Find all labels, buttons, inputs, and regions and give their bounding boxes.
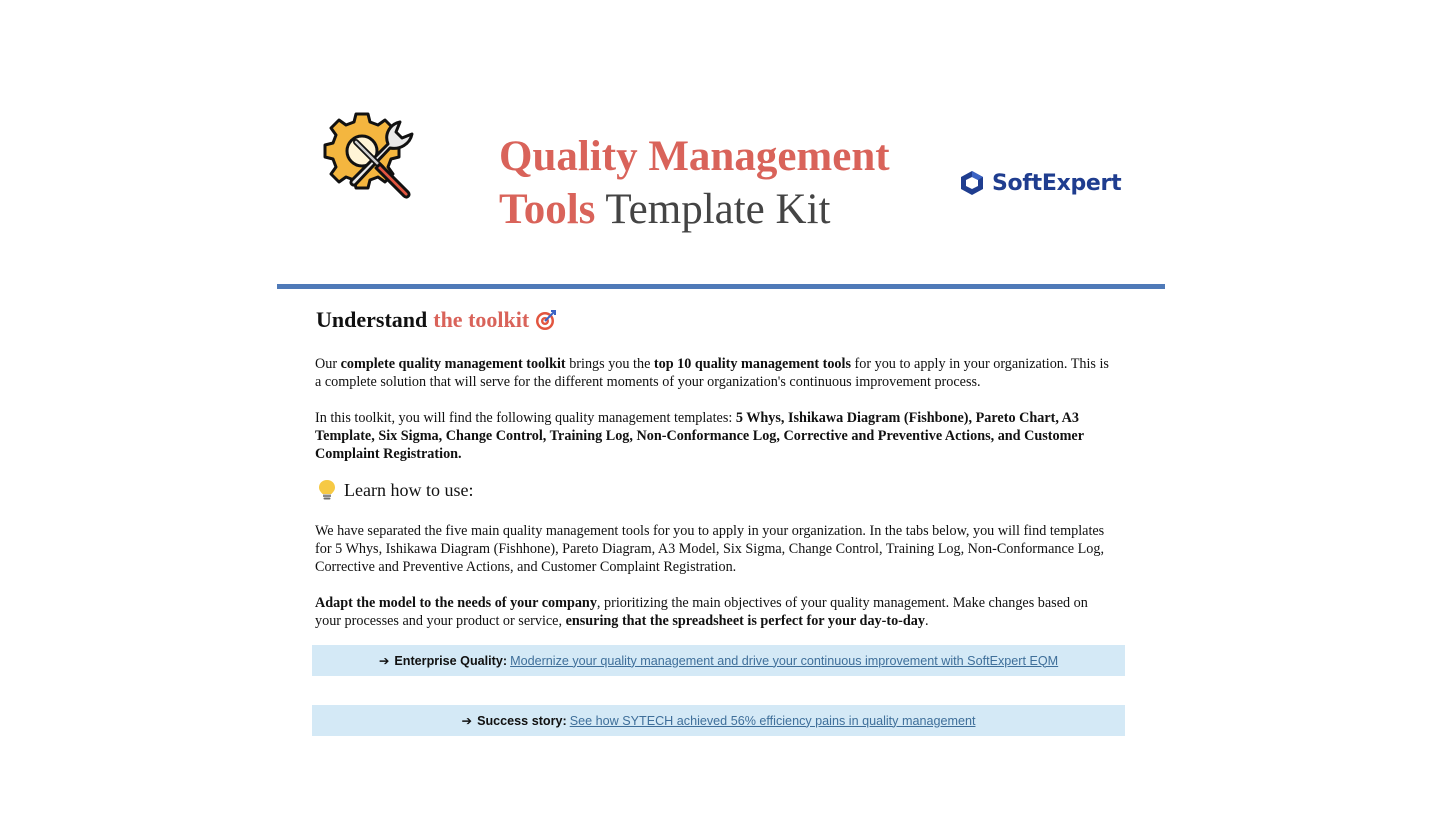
intro-text-2: brings you the [565, 356, 654, 372]
gear-wrench-screwdriver-icon [322, 108, 422, 208]
templates-paragraph [315, 409, 1110, 463]
tools-text: We have separated the five main quality management tools for you to apply in your organization. In the tabs below, you will find templates for 5 Whys, Ishikawa Diagram (Fishhone), Pareto Diagram, A3 Model, Six Sigma, Change Control, Training Log, Non-Conformance Log, Corrective and Preventive Actions, and Customer Complaint Registration. [315, 523, 1105, 575]
learn-heading [318, 479, 473, 501]
logo-text: SoftExpert [992, 170, 1122, 196]
lightbulb-icon [318, 479, 336, 501]
intro-text-1: Our [315, 356, 341, 372]
intro-text-3: for you to apply in your organization. This is a complete solution that will serve for the different moments of your organization's continuous improvement process. [315, 356, 1109, 390]
enterprise-quality-banner [312, 645, 1125, 676]
success-story-link[interactable]: See how SYTECH achieved 56% efficiency pains in quality management [569, 713, 976, 728]
header [0, 0, 1440, 290]
section-title-accent: the toolkit [433, 307, 530, 332]
adapt-text-1: , prioritizing the main objectives of your quality management. Make changes based on your processes and your product or service, [315, 595, 1088, 629]
header-divider [277, 284, 1165, 289]
templates-text: In this toolkit, you will find the following quality management templates: [315, 410, 736, 426]
arrow-right-icon: ➔ [461, 714, 473, 728]
tools-paragraph [315, 522, 1110, 576]
adapt-paragraph [315, 594, 1110, 630]
title-accent-line1: Quality Management [499, 133, 890, 180]
intro-paragraph [315, 355, 1110, 391]
intro-bold-2: top 10 quality management tools [653, 356, 851, 372]
softexpert-logo[interactable] [958, 168, 1121, 198]
adapt-bold-2: ensuring that the spreadsheet is perfect for your day-to-day [565, 613, 925, 629]
templates-list: 5 Whys, Ishikawa Diagram (Fishbone), Pareto Chart, A3 Template, Six Sigma, Change Control, Training Log, Non-Conformance Log, Corrective and Preventive Actions, and Customer Complaint Registration. [315, 410, 1084, 462]
arrow-right-icon: ➔ [378, 654, 390, 668]
banner-lead: Success story: [477, 713, 567, 728]
section-title-plain: Understand [316, 307, 428, 332]
target-icon [535, 309, 557, 331]
adapt-bold-1: Adapt the model to the needs of your company [315, 595, 597, 611]
intro-bold-1: complete quality management toolkit [340, 356, 566, 372]
section-title [316, 307, 557, 333]
learn-label: Learn how to use: [344, 479, 474, 500]
adapt-text-2: . [924, 613, 929, 629]
enterprise-quality-link[interactable]: Modernize your quality management and drive your continuous improvement with SoftExpert EQM [510, 653, 1059, 668]
success-story-banner [312, 705, 1125, 736]
page-title [499, 130, 939, 236]
title-rest: Template Kit [605, 186, 831, 233]
softexpert-logo-icon [958, 169, 986, 197]
banner-lead: Enterprise Quality: [394, 653, 508, 668]
title-accent-line2: Tools [499, 186, 596, 233]
